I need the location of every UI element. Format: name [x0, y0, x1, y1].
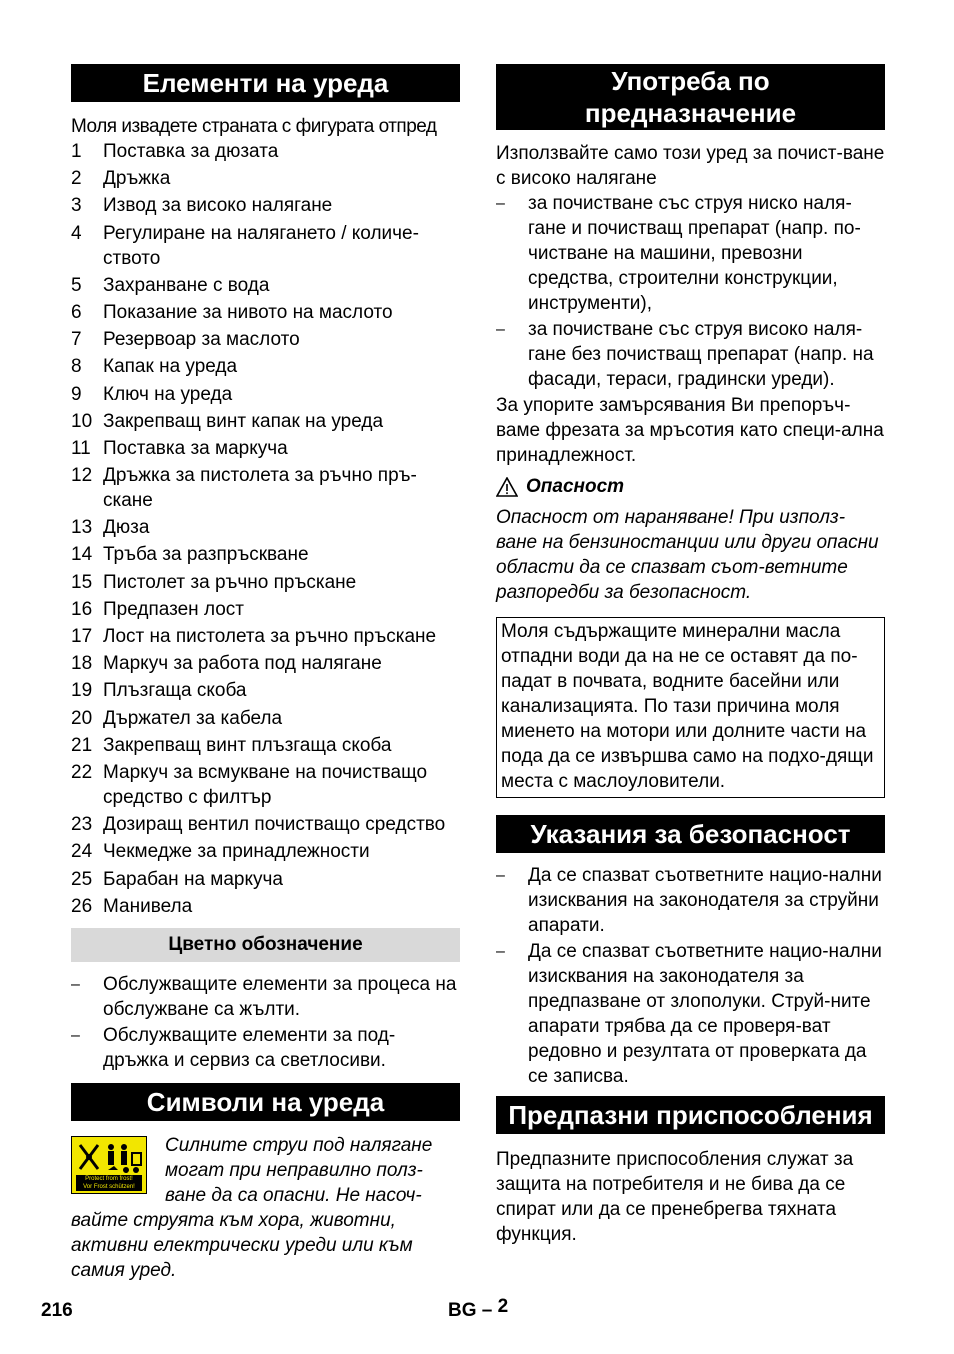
- list-item: [71, 570, 460, 595]
- list-item: [71, 273, 460, 298]
- list-item: [71, 436, 460, 461]
- list-item: [71, 812, 460, 837]
- intro-text: Моля извадете страната с фигурата отпред: [71, 116, 437, 137]
- list-item: [71, 706, 460, 731]
- list-item: [71, 515, 460, 540]
- item-number: 2: [71, 168, 82, 190]
- usage-recommendation: За упорите замърсявания Ви препоръч-ваме фрезата за мръсотия като специ-ална принадлежност.: [496, 395, 884, 466]
- bullet-text: за почистване със струя ниско наля-гане и почистващ препарат (напр. по-чистване на машини, превозни средства, строителни конструкции, инструменти),: [528, 193, 861, 314]
- symbols-warning-text: Силните струи под налягане могат при неправилно полз-ване да са опасни. Не насоч-вайте струята към хора, животни, активни електрически уреди или към самия уред.: [71, 1134, 433, 1281]
- item-number: 24: [71, 841, 93, 863]
- list-item: [71, 624, 460, 649]
- protective-text: Предпазните приспособления служат за защита на потребителя и не бива да се спират или да се пренебрегва тяхната функция.: [496, 1149, 854, 1245]
- dash-bullet: –: [71, 975, 80, 993]
- heading-device-symbols: Символи на уреда: [71, 1083, 460, 1121]
- bullet-item: [71, 1023, 460, 1073]
- item-number: 23: [71, 814, 93, 836]
- list-item: [71, 651, 460, 676]
- item-text: Показание за нивото на маслото: [103, 301, 393, 323]
- bullet-text: Обслужващите елементи за процеса на обслужване са жълти.: [103, 973, 457, 1020]
- item-text: Дръжка за пистолета за ръчно пръ-скане: [103, 465, 417, 512]
- item-number: 22: [71, 761, 93, 783]
- language-page: 2: [497, 1296, 509, 1317]
- list-item: [71, 597, 460, 622]
- bullet-item: [496, 317, 885, 392]
- list-item: [71, 327, 460, 352]
- bullet-item: [496, 939, 885, 1089]
- item-text: Предпазен лост: [103, 598, 245, 620]
- heading-color-coding: Цветно обозначение: [71, 928, 460, 962]
- safety-list: [496, 863, 885, 1089]
- item-number: 15: [71, 571, 93, 593]
- symbols-block: [71, 1133, 460, 1283]
- item-text: Резервоар за маслото: [103, 329, 300, 351]
- sticker-text-en: Protect from frost!: [85, 1175, 133, 1182]
- left-column: [71, 64, 460, 1283]
- warning-triangle-icon: [496, 477, 518, 497]
- list-item: [71, 221, 460, 271]
- list-item: [71, 300, 460, 325]
- frost-warning-sticker: [71, 1136, 147, 1194]
- item-text: Барабан на маркуча: [103, 868, 283, 890]
- item-text: Дръжка: [103, 168, 171, 190]
- list-item: [71, 409, 460, 434]
- list-item: [71, 733, 460, 758]
- dash-bullet: –: [496, 195, 505, 212]
- dash-bullet: –: [496, 867, 505, 884]
- item-number: 16: [71, 598, 93, 620]
- item-text: Дозиращ вентил почистващо средство: [103, 814, 446, 836]
- right-column: [496, 64, 885, 1247]
- bullet-text: за почистване със струя високо наля-гане без почистващ препарат (напр. на фасади, тераси, градински уреди).: [528, 319, 874, 390]
- item-number: 19: [71, 680, 93, 702]
- usage-intro: Използвайте само този уред за почист-ване с високо налягане: [496, 143, 885, 189]
- list-item: [71, 382, 460, 407]
- item-number: 8: [71, 356, 82, 378]
- sticker-pictograms-icon: [74, 1139, 144, 1175]
- bullet-item: [496, 863, 885, 938]
- item-number: 13: [71, 517, 93, 539]
- list-item: [71, 139, 460, 164]
- item-number: 18: [71, 653, 93, 675]
- environment-note-box: Моля съдържащите минерални масла отпадни води да на не се оставят да по-падат в почвата, водните басейни или канализацията. По тази причина моля миенето на мотори или долните части на пода да се извършва само на подхо-дящи места с маслоуловители.: [496, 617, 885, 798]
- item-number: 21: [71, 734, 93, 756]
- bullet-item: [71, 972, 460, 1022]
- heading-intended-use: Употреба по предназначение: [496, 64, 885, 130]
- list-item: [71, 678, 460, 703]
- item-number: 5: [71, 274, 82, 296]
- item-text: Закрепващ винт капак на уреда: [103, 410, 384, 432]
- color-coding-list: [71, 972, 460, 1073]
- item-number: 4: [71, 222, 82, 244]
- bullet-item: [496, 191, 885, 316]
- item-text: Регулиране на налягането / количе-ството: [103, 222, 419, 269]
- item-text: Капак на уреда: [103, 356, 238, 378]
- item-text: Плъзгаща скоба: [103, 680, 247, 702]
- item-number: 11: [71, 437, 91, 459]
- item-text: Манивела: [103, 895, 193, 917]
- heading-protective-devices: Предпазни приспособления: [496, 1096, 885, 1134]
- item-number: 7: [71, 329, 82, 351]
- list-item: [71, 166, 460, 191]
- list-item: [71, 193, 460, 218]
- item-text: Маркуч за работа под налягане: [103, 653, 382, 675]
- dash-bullet: –: [496, 943, 505, 960]
- item-number: 12: [71, 465, 93, 487]
- list-item: [71, 542, 460, 567]
- bullet-text: Обслужващите елементи за под-дръжка и сервиз са светлосиви.: [103, 1024, 396, 1071]
- danger-title: [496, 474, 885, 499]
- item-text: Чекмедже за принадлежности: [103, 841, 370, 863]
- item-number: 9: [71, 383, 82, 405]
- item-text: Дюза: [103, 517, 150, 539]
- list-item: [71, 839, 460, 864]
- usage-list: [496, 191, 885, 392]
- list-item: [71, 894, 460, 919]
- item-text: Ключ на уреда: [103, 383, 233, 405]
- language-separator: –: [481, 1300, 493, 1321]
- item-number: 3: [71, 195, 82, 217]
- item-number: 6: [71, 301, 82, 323]
- sticker-label: [76, 1175, 142, 1191]
- item-text: Захранване с вода: [103, 274, 270, 296]
- list-item: [71, 463, 460, 513]
- item-number: 20: [71, 707, 93, 729]
- item-text: Тръба за разпръскване: [103, 544, 309, 566]
- item-text: Маркуч за всмукване на почистващо средство с филтър: [103, 761, 428, 808]
- language-code: BG: [448, 1300, 477, 1321]
- list-item: [71, 867, 460, 892]
- heading-safety-instructions: Указания за безопасност: [496, 815, 885, 853]
- list-item: [71, 354, 460, 379]
- list-item: [71, 760, 460, 810]
- item-number: 10: [71, 410, 93, 432]
- item-text: Държател за кабела: [103, 707, 283, 729]
- item-number: 25: [71, 868, 93, 890]
- dash-bullet: –: [496, 321, 505, 338]
- item-number: 17: [71, 626, 93, 647]
- language-page-label: [448, 1298, 508, 1323]
- item-text: Поставка за маркуча: [103, 437, 288, 459]
- dash-bullet: –: [71, 1026, 80, 1044]
- bullet-text: Да се спазват съответните нацио-нални изисквания на законодателя за струйни апарати.: [528, 865, 882, 936]
- bullet-text: Да се спазват съответните нацио-нални изисквания на законодателя за предпазване от злополуки. Струй-ните апарати трябва да се проверя-ват редовно и резултата от проверката да се записва.: [528, 941, 882, 1087]
- item-number: 1: [71, 141, 82, 162]
- item-text: Извод за високо налягане: [103, 195, 333, 217]
- device-elements-list: [71, 139, 460, 919]
- item-text: Пистолет за ръчно пръскане: [103, 571, 357, 593]
- item-number: 26: [71, 895, 93, 917]
- item-text: Лост на пистолета за ръчно пръскане: [103, 626, 437, 647]
- danger-label: Опасност: [526, 476, 625, 497]
- page-number: 216: [41, 1300, 73, 1321]
- heading-device-elements: Елементи на уреда: [71, 64, 460, 102]
- item-number: 14: [71, 544, 93, 566]
- sticker-text-de: Vor Frost schützen!: [83, 1183, 135, 1190]
- item-text: Поставка за дюзата: [103, 141, 279, 162]
- item-text: Закрепващ винт плъзгаща скоба: [103, 734, 392, 756]
- danger-text: Опасност от нараняване! При използ-ване на бензиностанции или други опасни области да се спазват съот-ветните разпоредби за безопасност.: [496, 507, 879, 603]
